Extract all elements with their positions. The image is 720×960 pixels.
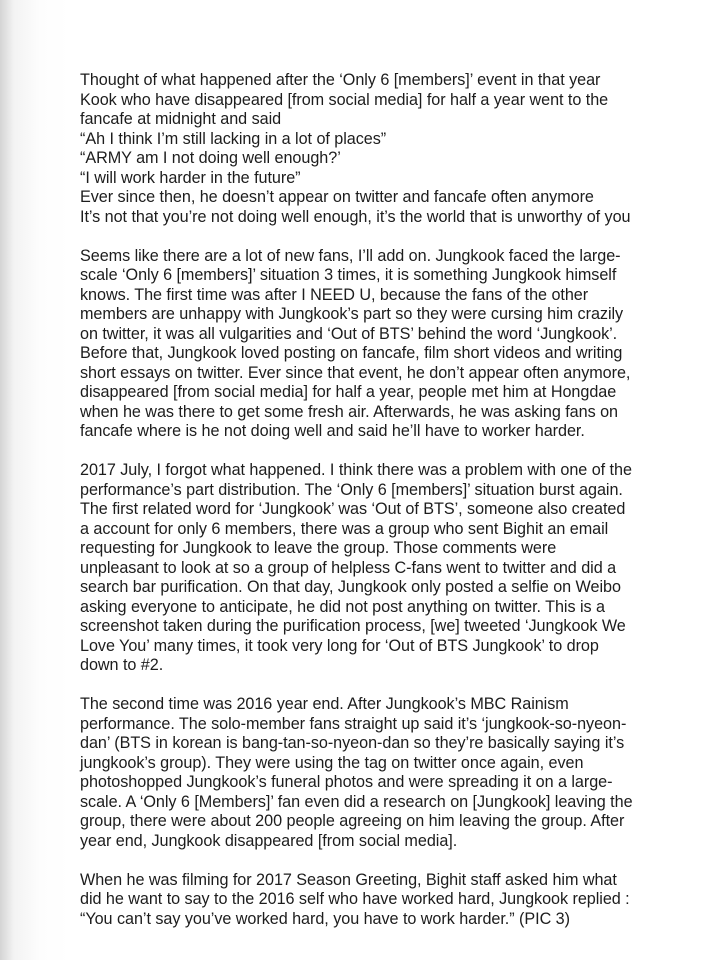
text-line: performance. The solo-member fans straight up said it’s ‘jungkook-so-nyeon- — [80, 714, 627, 733]
text-line: jungkook’s group). They were using the tag on twitter once again, even — [80, 753, 584, 772]
text-line: down to #2. — [80, 656, 164, 674]
text-line: asking everyone to anticipate, he did not post anything on twitter. This is a — [80, 597, 605, 616]
text-line: When he was filming for 2017 Season Greeting, Bighit staff asked him what — [80, 870, 617, 889]
text-line: when he was there to get some fresh air. Afterwards, he was asking fans on — [80, 402, 618, 421]
text-line: members are unhappy with Jungkook’s part so they were cursing him crazily — [80, 305, 624, 323]
text-line: “I will work harder in the future” — [80, 168, 301, 187]
text-line: Ever since then, he doesn’t appear on twitter and fancafe often anymore — [80, 188, 594, 206]
text-line: fancafe where is he not doing well and said he’ll have to worker harder. — [80, 422, 585, 440]
text-line: knows. The first time was after I NEED U, because the fans of the other — [80, 285, 589, 304]
text-line: Before that, Jungkook loved posting on fancafe, film short videos and writing — [80, 344, 623, 362]
document-body — [80, 71, 680, 949]
text-line: 2017 July, I forgot what happened. I think there was a problem with one of the — [80, 461, 632, 479]
text-line: “Ah I think I’m still lacking in a lot of places” — [80, 129, 387, 148]
text-line: fancafe at midnight and said — [80, 110, 282, 128]
paragraph-season-greeting — [80, 871, 680, 930]
text-line: search bar purification. On that day, Jungkook only posted a selfie on Weibo — [80, 578, 621, 596]
text-line: The first related word for ‘Jungkook’ was ‘Out of BTS’, someone also created — [80, 500, 626, 518]
paragraph-only-6-event — [80, 71, 680, 227]
text-line: screenshot taken during the purification process, [we] tweeted ‘Jungkook We — [80, 617, 626, 635]
text-line: “ARMY am I not doing well enough?’ — [80, 149, 341, 167]
paragraph-first-time — [80, 247, 680, 442]
text-line: dan’ (BTS in korean is bang-tan-so-nyeon-dan so they’re basically saying it’s — [80, 734, 625, 752]
text-line: did he want to say to the 2016 self who have worked hard, Jungkook replied : — [80, 890, 630, 908]
text-line: Kook who have disappeared [from social media] for half a year went to the — [80, 90, 609, 109]
text-line: photoshopped Jungkook’s funeral photos and were spreading it on a large- — [80, 773, 613, 791]
text-line: Love You’ many times, it took very long for ‘Out of BTS Jungkook’ to drop — [80, 636, 599, 655]
text-line: scale ‘Only 6 [members]’ situation 3 times, it is something Jungkook himself — [80, 266, 617, 284]
paragraph-second-time — [80, 695, 680, 851]
text-line: performance’s part distribution. The ‘Only 6 [members]’ situation burst again. — [80, 480, 623, 499]
text-line: Thought of what happened after the ‘Only 6 [members]’ event in that year — [80, 71, 601, 89]
text-line: The second time was 2016 year end. After Jungkook’s MBC Rainism — [80, 695, 569, 713]
text-line: “You can’t say you’ve worked hard, you have to work harder.” (PIC 3) — [80, 909, 570, 928]
text-line: short essays on twitter. Ever since that event, he don’t appear often anymore, — [80, 363, 631, 382]
text-line: unpleasant to look at so a group of helpless C-fans went to twitter and did a — [80, 558, 617, 577]
text-line: Seems like there are a lot of new fans, I’ll add on. Jungkook faced the large- — [80, 246, 621, 265]
text-line: year end, Jungkook disappeared [from social media]. — [80, 831, 458, 850]
text-line: It’s not that you’re not doing well enough, it’s the world that is unworthy of you — [80, 207, 631, 226]
text-line: on twitter, it was all vulgarities and ‘Out of BTS’ behind the word ‘Jungkook’. — [80, 324, 618, 343]
text-line: requesting for Jungkook to leave the group. Those comments were — [80, 539, 557, 557]
paragraph-2017-july — [80, 461, 680, 676]
text-line: group, there were about 200 people agreeing on him leaving the group. After — [80, 812, 625, 830]
text-line: a account for only 6 members, there was a group who sent Bighit an email — [80, 519, 609, 538]
text-line: disappeared [from social media] for half a year, people met him at Hongdae — [80, 383, 617, 401]
text-line: scale. A ‘Only 6 [Members]’ fan even did a research on [Jungkook] leaving the — [80, 792, 633, 811]
